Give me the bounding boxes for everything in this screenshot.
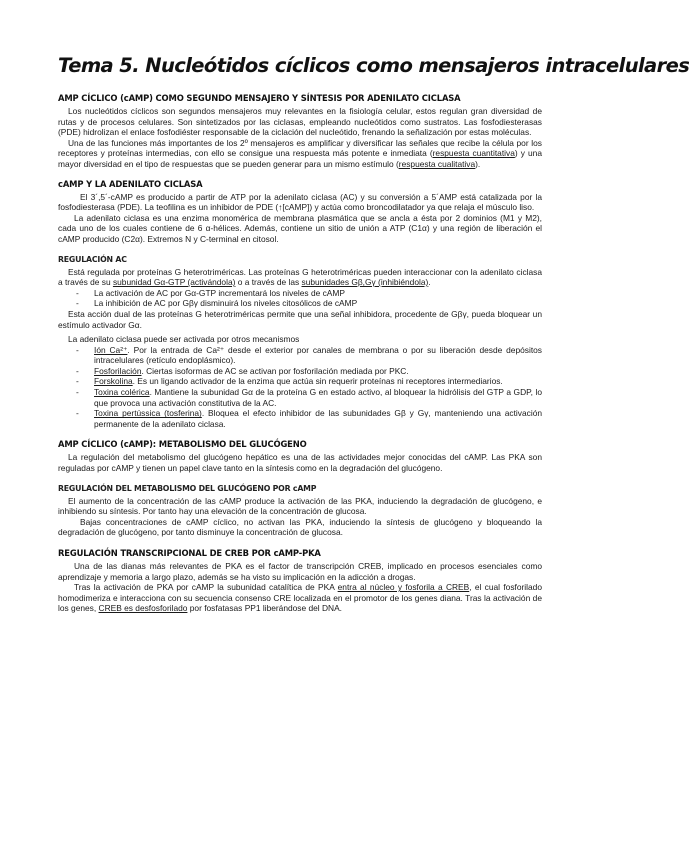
text: ) y una mayor diversidad en el tipo de respuestas que se pueden generar para un mismo estímulo ( <box>58 148 542 169</box>
list-item <box>76 387 542 408</box>
section-heading: cAMP Y LA ADENILATO CICLASA <box>58 178 203 189</box>
section-ac-regulation <box>58 255 542 430</box>
mechanism-list <box>58 345 542 430</box>
subsection-heading: REGULACIÓN AC <box>58 254 127 264</box>
paragraph: La adenilato ciclasa puede ser activada por otros mecanismos <box>68 334 300 345</box>
paragraph: El 3´,5´-cAMP es producido a partir de ATP por la adenilato ciclasa (AC) y su conversión a 5´AMP está catalizada por la fosfodiesterasa (PDE). La teofilina es un inhibidor de PDE (↑[cAMP]) y actúa como broncodilatador ya que relaja el músculo liso. <box>58 191 542 213</box>
text: ). <box>475 158 481 169</box>
list-item: - La inhibición de AC por Gβγ disminuirá los niveles citosólicos de cAMP <box>76 298 542 309</box>
underlined-term: CREB es desfosforilado <box>98 603 188 614</box>
text: Está regulada por proteínas G heterotriméricas. Las proteínas G heterotriméricas pueden interaccionar con la adenilato ciclasa a través de su <box>58 266 542 288</box>
section-heading: AMP CÍCLICO (cAMP): METABOLISMO DEL GLUCÓGENO <box>58 439 307 450</box>
paragraph: Una de las dianas más relevantes de PKA es el factor de transcripción CREB, implicado en procesos esenciales como aprendizaje y memoria a largo plazo, además se ha visto su implicación en la adicción a drogas. <box>58 561 542 582</box>
paragraph: La adenilato ciclasa es una enzima monomérica de membrana plasmática que se ancla a ésta por 2 dominios (M1 y M2), cada uno de los cuales contiene de 6 α-hélices. Además, contiene un sitio de unión a ATP (C1α) y una región de liberación el cAMP producido (C2α). Extremos N y C-terminal en citosol. <box>58 212 542 244</box>
list-item <box>76 345 542 366</box>
section-camp-adenylate-cyclase <box>58 179 542 245</box>
text: o a través de las <box>235 277 302 288</box>
list-item: - La activación de AC por Gα-GTP incrementará los niveles de cAMP <box>76 288 542 299</box>
list-item <box>76 376 542 387</box>
paragraph: La regulación del metabolismo del glucógeno hepático es una de las actividades mejor conocidas del cAMP. Las PKA son reguladas por cAMP y tienen un papel clave tanto en la síntesis como en la degradación del glucógeno. <box>58 452 542 474</box>
text: . <box>428 277 431 288</box>
text: . Bloquea el efecto inhibidor de las subunidades Gβ y Gγ, manteniendo una activación permanente de la adenilato ciclasa. <box>94 408 543 429</box>
paragraph: Los nucleótidos cíclicos son segundos mensajeros muy relevantes en la fisiología celular, estos regulan gran diversidad de rutas y de procesos celulares. Son sintetizados por las ciclasas, empleando nucleótidos como sustratos. Las fosfodiesterasas (PDE) hidrolizan el enlace fosfodiéster responsable de la ciclación del nucleótido, frenando la señalización por estas moléculas. <box>58 106 542 138</box>
section-glycogen-regulation <box>58 484 542 538</box>
section-creb-regulation <box>58 548 542 614</box>
underlined-term: entra al núcleo y fosforila a CREB <box>337 582 470 593</box>
paragraph <box>58 267 542 288</box>
text: Tras la activación de PKA por cAMP la subunidad catalítica de PKA <box>74 582 338 593</box>
paragraph: Esta acción dual de las proteínas G heterotriméricas permite que una señal inhibidora, procedente de Gβγ, pueda bloquear un estímulo activador Gα. <box>58 308 542 330</box>
text: . Mantiene la subunidad Gα de la proteína G en estado activo, al bloquear la hidrólisis del GTP a GDP, lo que provoca una activación constitutiva de la AC. <box>94 387 542 408</box>
text: , el cual fosforilado homodimeriza e interacciona con su secuencia consenso CRE localizada en el promotor de los genes diana. Tras la activación de los genes, <box>58 582 542 614</box>
subsection-heading: REGULACIÓN DEL METABOLISMO DEL GLUCÓGENO POR cAMP <box>58 483 317 493</box>
bullet-list <box>58 288 542 309</box>
paragraph <box>58 138 542 170</box>
text: Una de las funciones más importantes de los 2º mensajeros es amplificar y diversificar las señales que recibe la célula por los receptores y proteínas intermedias, con ello se consigue una respuesta más potente e inmediata ( <box>58 137 542 159</box>
underlined-term: Toxina colérica <box>94 387 150 398</box>
section-camp-second-messenger <box>58 93 542 170</box>
section-heading: AMP CÍCLICO (cAMP) COMO SEGUNDO MENSAJERO Y SÍNTESIS POR ADENILATO CICLASA <box>58 93 461 103</box>
underlined-term: respuesta cualitativa <box>398 158 476 169</box>
text: . Por la entrada de Ca²⁺ desde el exterior por canales de membrana o por su liberación desde depósitos intracelulares (retículo endoplásmico). <box>94 344 542 366</box>
underlined-term: subunidades Gβ,Gγ (inhibiéndola) <box>301 277 429 288</box>
text: . Es un ligando activador de la enzima que actúa sin requerir proteínas ni receptores intermediarios. <box>132 376 503 387</box>
underlined-term: Forskolina <box>94 376 133 387</box>
text: . Ciertas isoformas de AC se activan por fosforilación mediada por PKC. <box>141 365 409 376</box>
section-heading: REGULACIÓN TRANSCRIPCIONAL DE CREB POR cAMP-PKA <box>58 548 321 558</box>
section-camp-glycogen <box>58 439 542 473</box>
paragraph: El aumento de la concentración de las cAMP produce la activación de las PKA, induciendo la degradación de glucógeno, e inhibiendo su síntesis. Por tanto hay una elevación de la concentración de glucosa. <box>58 495 542 517</box>
underlined-term: Ión Ca²⁺ <box>94 344 128 355</box>
underlined-term: Toxina pertússica (tosferina) <box>94 408 202 419</box>
text: por fosfatasas PP1 liberándose del DNA. <box>187 603 342 614</box>
underlined-term: subunidad Gα-GTP (activándola) <box>112 277 236 288</box>
paragraph: Bajas concentraciones de cAMP cíclico, no activan las PKA, induciendo la síntesis de glucógeno y bloqueando la degradación de glucógeno, por tanto disminuye la concentración de glucosa. <box>58 516 542 538</box>
underlined-term: respuesta cuantitativa <box>432 148 515 159</box>
underlined-term: Fosforilación <box>94 365 142 376</box>
list-item <box>76 408 542 429</box>
document-title: Tema 5. Nucleótidos cíclicos como mensajeros intracelulares <box>58 54 689 77</box>
list-item <box>76 366 542 377</box>
paragraph <box>58 582 542 614</box>
